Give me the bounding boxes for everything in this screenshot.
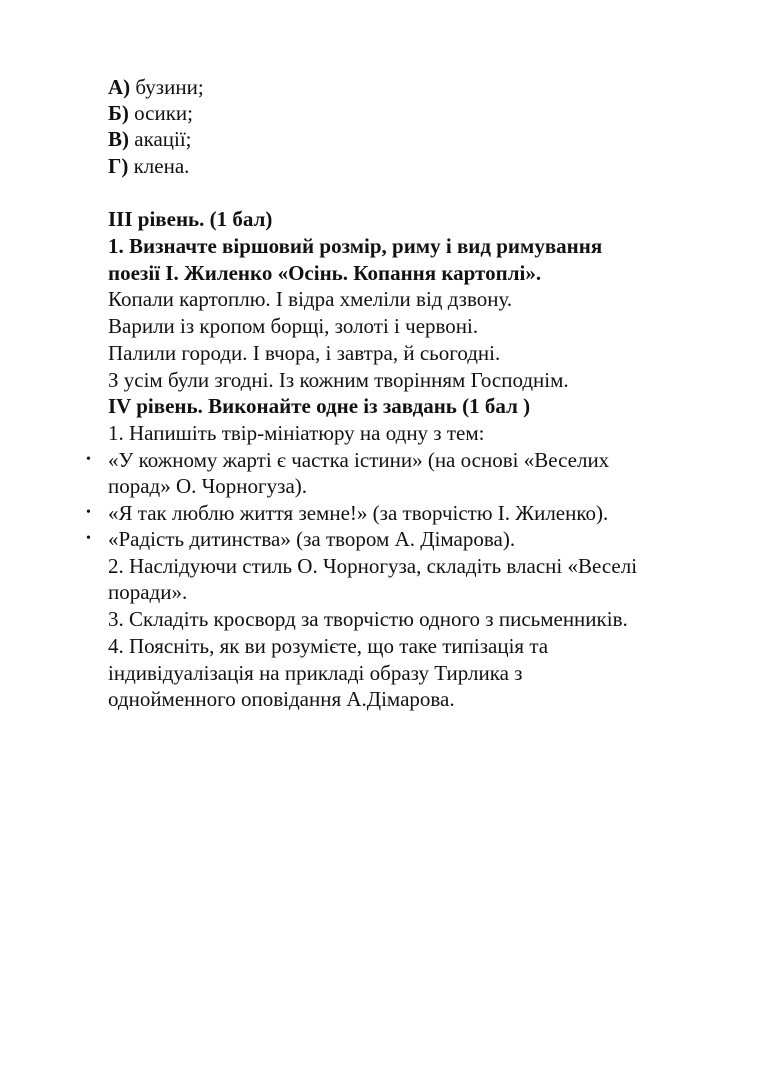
level3-task-line2: поезії І. Жиленко «Осінь. Копання картоплі». [108, 261, 542, 285]
option-v: В) акації; [108, 127, 192, 151]
level4-task2-line1: 2. Наслідуючи стиль О. Чорногуза, складіть власні «Веселі [108, 554, 638, 578]
level4-task4-line3: однойменного оповідання А.Дімарова. [108, 687, 455, 711]
option-b: Б) осики; [108, 101, 193, 125]
level3-task-line1: 1. Визначте віршовий розмір, риму і вид римування [108, 234, 603, 258]
bullet-icon: • [86, 452, 91, 467]
topic1-line2: порад» О. Чорногуза). [108, 474, 308, 498]
bullet-icon: • [86, 531, 91, 546]
poem-line: З усім були згодні. Із кожним творінням Господнім. [108, 368, 569, 392]
level4-task4-line2: індивідуалізація на прикладі образу Тирлика з [108, 661, 523, 685]
level4-task4-line1: 4. Поясніть, як ви розумієте, що таке типізація та [108, 634, 549, 658]
topic1-line1: «У кожному жарті є частка істини» (на основі «Веселих [108, 448, 610, 472]
level4-task1: 1. Напишіть твір-мініатюру на одну з тем: [108, 421, 485, 445]
poem-line: Палили городи. І вчора, і завтра, й сьогодні. [108, 341, 501, 365]
poem-line: Копали картоплю. І відра хмеліли від дзвону. [108, 287, 513, 311]
bullet-icon: • [86, 505, 91, 520]
level4-heading: IV рівень. Виконайте одне із завдань (1 бал ) [108, 394, 531, 418]
topic2: «Я так люблю життя земне!» (за творчістю І. Жиленко). [108, 501, 609, 525]
level4-task2-line2: поради». [108, 580, 188, 604]
level3-heading: ІІІ рівень. (1 бал) [108, 207, 273, 231]
option-a: А) бузини; [108, 75, 204, 99]
poem-line: Варили із кропом борщі, золоті і червоні. [108, 314, 479, 338]
topic3: «Радість дитинства» (за твором А. Дімарова). [108, 527, 516, 551]
option-g: Г) клена. [108, 154, 190, 178]
level4-task3: 3. Складіть кросворд за творчістю одного з письменників. [108, 607, 628, 631]
